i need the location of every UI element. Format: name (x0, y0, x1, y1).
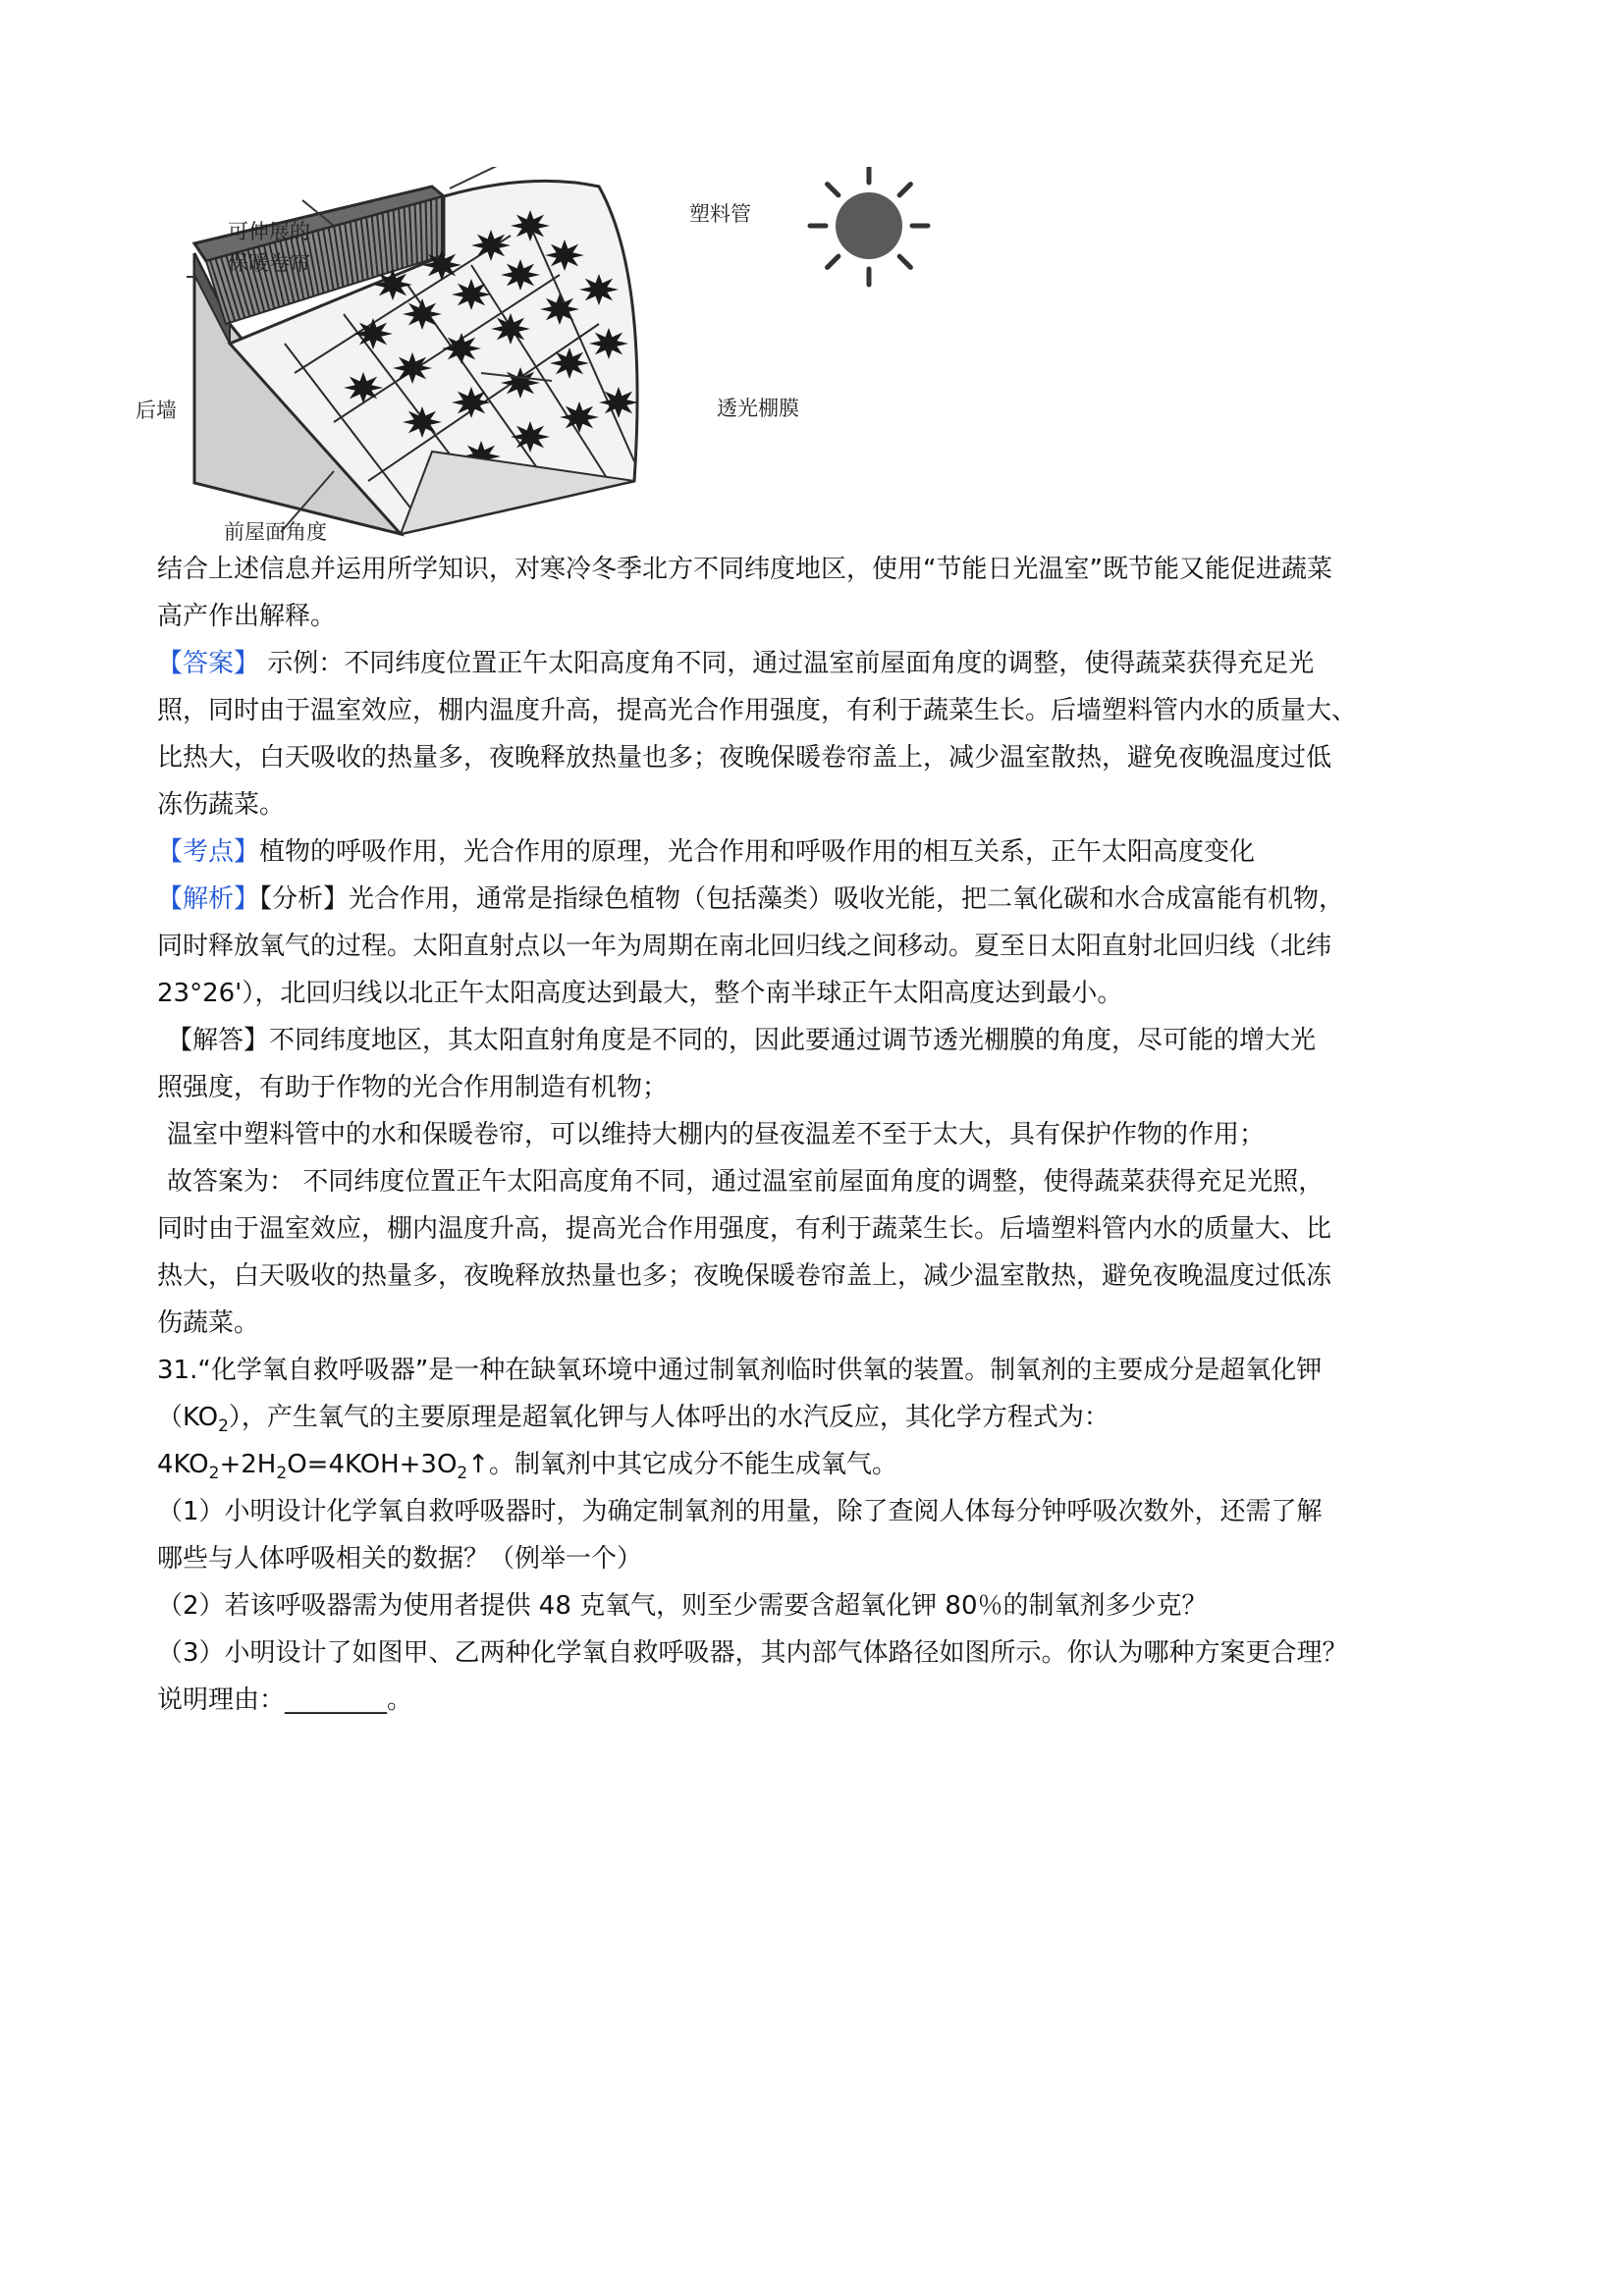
label-back-wall: 后墙 (135, 399, 177, 422)
solve-line-1: 【解答】不同纬度地区，其太阳直射角度是不同的，因此要通过调节透光棚膜的角度，尽可能的增大光 (167, 1026, 1317, 1055)
solve-line-5: 同时由于温室效应，棚内温度升高，提高光合作用强度，有利于蔬菜生长。后墙塑料管内水的质量大、比 (157, 1214, 1332, 1244)
solve-line-7: 伤蔬菜。 (157, 1308, 260, 1338)
label-roof-angle: 前屋面角度 (224, 520, 327, 544)
answer-line-2: 照，同时由于温室效应，棚内温度升高，提高光合作用强度，有利于蔬菜生长。后墙塑料管内水的质量大、 (157, 696, 1358, 725)
answer-line-3: 比热大，白天吸收的热量多，夜晚释放热量也多；夜晚保暖卷帘盖上，减少温室散热，避免夜晚温度过低 (157, 743, 1332, 773)
analysis-label: 【解析】 (157, 884, 260, 914)
keypoint-line: 【考点】植物的呼吸作用，光合作用的原理，光合作用和呼吸作用的相互关系，正午太阳高度变化 (157, 837, 1256, 867)
q31-part3-line-1: （3）小明设计了如图甲、乙两种化学氧自救呼吸器，其内部气体路径如图所示。你认为哪种方案更合理？ (157, 1638, 1348, 1668)
answer-line-1: 【答案】 示例：不同纬度位置正午太阳高度角不同，通过温室前屋面角度的调整，使得蔬菜获得充足光 (157, 649, 1315, 678)
answer-label: 【答案】 (157, 649, 260, 678)
label-curtain-2: 保暖卷帘 (228, 251, 310, 275)
answer-line-4: 冻伤蔬菜。 (157, 790, 286, 820)
solve-line-4: 故答案为： 不同纬度位置正午太阳高度角不同，通过温室前屋面角度的调整，使得蔬菜获得充足光照， (167, 1167, 1325, 1197)
q31-part1-line-1: （1）小明设计化学氧自救呼吸器时，为确定制氧剂的用量，除了查阅人体每分钟呼吸次数外，还需了解 (157, 1497, 1323, 1526)
greenhouse-illustration (187, 167, 1090, 550)
q31-part3-line-2: 说明理由：________。 (157, 1685, 413, 1715)
intro-line-2: 高产作出解释。 (157, 602, 337, 631)
q31-equation: $4KO_2+2H_2O=4KOH+3O_2↑$。制氧剂中其它成分不能生成氧气。 (157, 1450, 898, 1484)
solve-line-6: 热大，白天吸收的热量多，夜晚释放热量也多；夜晚保暖卷帘盖上，减少温室散热，避免夜晚温度过低冻 (157, 1261, 1332, 1291)
q31-part2: （2）若该呼吸器需为使用者提供 48 克氧气，则至少需要含超氧化钾 80％的制氧剂多少克？ (157, 1591, 1208, 1621)
label-film: 透光棚膜 (717, 397, 799, 420)
analysis-line-3: 23°26'），北回归线以北正午太阳高度达到最大，整个南半球正午太阳高度达到最小。 (157, 979, 1123, 1008)
label-curtain-1: 可伸展的 (228, 220, 310, 243)
q31-part1-line-2: 哪些与人体呼吸相关的数据？（例举一个） (157, 1544, 643, 1574)
analysis-line-1: 【解析】【分析】光合作用，通常是指绿色植物（包括藻类）吸收光能，把二氧化碳和水合成富能有机物， (157, 884, 1345, 914)
intro-line-1: 结合上述信息并运用所学知识，对寒冷冬季北方不同纬度地区，使用“节能日光温室”既节能又能促进蔬菜 (157, 555, 1332, 584)
keypoint-label: 【考点】 (157, 837, 260, 867)
greenhouse-figure (135, 167, 1090, 550)
q31-line-1: 31.“化学氧自救呼吸器”是一种在缺氧环境中通过制氧剂临时供氧的装置。制氧剂的主要成分是超氧化钾 (157, 1356, 1323, 1385)
solve-line-2: 照强度，有助于作物的光合作用制造有机物； (157, 1073, 669, 1102)
q31-line-2: $(KO_2)$，产生氧气的主要原理是超氧化钾与人体呼出的水汽反应，其化学方程式为： (157, 1403, 1110, 1437)
body-text (157, 546, 1473, 1724)
sun-icon (810, 167, 928, 285)
analysis-line-2: 同时释放氧气的过程。太阳直射点以一年为周期在南北回归线之间移动。夏至日太阳直射北回归线（北纬 (157, 932, 1332, 961)
solve-line-3: 温室中塑料管中的水和保暖卷帘，可以维持大棚内的昼夜温差不至于太大，具有保护作物的作用； (167, 1120, 1266, 1149)
label-plastic-pipe: 塑料管 (689, 202, 751, 226)
